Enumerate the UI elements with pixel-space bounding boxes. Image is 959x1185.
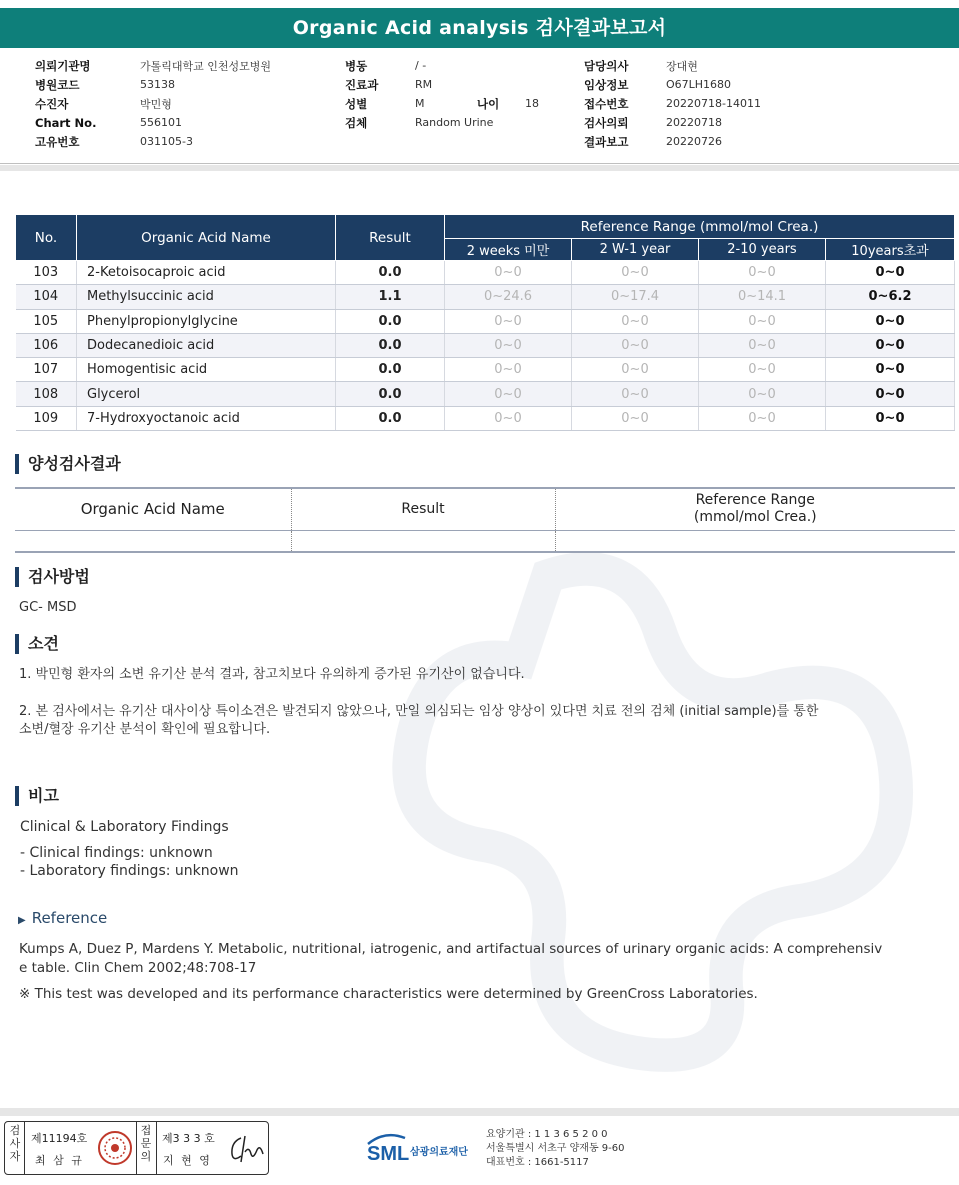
header-label: 병동 [345, 58, 368, 73]
results-table [15, 214, 955, 431]
header-label: 검체 [345, 115, 368, 130]
divider-band [0, 165, 959, 171]
cell-name: 2-Ketoisocaproic acid [77, 261, 336, 285]
inspector-vertical-label: 검 사 자 [9, 1124, 21, 1163]
cell-ref: 0~0 [572, 382, 699, 406]
col-header-sub: 2 W-1 year [572, 239, 699, 261]
pos-col-reference [555, 488, 955, 530]
cell-ref: 0~0 [445, 406, 572, 430]
pos-cell [15, 530, 291, 552]
table-row [16, 261, 955, 285]
remarks-line1: Clinical & Laboratory Findings [20, 819, 229, 835]
divider [136, 1122, 137, 1174]
cell-ref-adult: 0~0 [826, 406, 955, 430]
col-header-result: Result [336, 215, 445, 261]
header-value: O67LH1680 [666, 78, 732, 91]
triangle-icon: ▶ [18, 915, 26, 926]
remarks-line3: - Laboratory findings: unknown [20, 863, 239, 879]
findings-p2a: 2. 본 검사에서는 유기산 대사이상 특이소견은 발견되지 않았으나, 만일 의심되는 임상 양상이 있다면 치료 전의 검체 (initial sample)를 통한 [19, 704, 819, 719]
table-row [16, 406, 955, 430]
cell-ref-adult: 0~0 [826, 358, 955, 382]
cell-no: 109 [16, 406, 77, 430]
col-header-sub: 2 weeks 미만 [445, 239, 572, 261]
header-value: RM [415, 78, 433, 91]
col-header-sub: 10years초과 [826, 239, 955, 261]
cell-name: Methylsuccinic acid [77, 285, 336, 309]
pos-cell [555, 530, 955, 552]
header-value: 556101 [140, 116, 182, 129]
header-value: 20220718 [666, 116, 722, 129]
cell-ref: 0~0 [445, 261, 572, 285]
cell-name: 7-Hydroxyoctanoic acid [77, 406, 336, 430]
footer-info-1: 요양기관 : 1 1 3 6 5 2 0 0 [486, 1129, 608, 1140]
cell-ref: 0~0 [572, 309, 699, 333]
cell-ref-adult: 0~0 [826, 261, 955, 285]
pos-col-reference-line2: (mmol/mol Crea.) [693, 509, 817, 526]
cell-ref: 0~0 [699, 358, 826, 382]
header-label: 진료과 [345, 77, 379, 92]
cell-ref: 0~0 [445, 309, 572, 333]
cell-ref: 0~17.4 [572, 285, 699, 309]
logo-text: SML [367, 1143, 410, 1165]
cell-no: 103 [16, 261, 77, 285]
footer-info-2: 서울특별시 서초구 양재동 9-60 [486, 1143, 625, 1154]
header-label: 담당의사 [584, 58, 629, 73]
pos-col-reference-line1: Reference Range [695, 492, 815, 509]
cell-name: Dodecanedioic acid [77, 333, 336, 357]
header-label: Chart No. [35, 115, 97, 130]
col-header-no: No. [16, 215, 77, 261]
header-value: Random Urine [415, 116, 494, 129]
header-label: 의뢰기관명 [35, 58, 91, 73]
col-header-name: Organic Acid Name [77, 215, 336, 261]
remarks-heading: 비고 [15, 786, 59, 806]
cell-no: 104 [16, 285, 77, 309]
pos-cell [291, 530, 555, 552]
header-value: M [415, 97, 425, 110]
cell-ref: 0~0 [445, 333, 572, 357]
cell-ref-adult: 0~6.2 [826, 285, 955, 309]
cell-ref: 0~0 [699, 406, 826, 430]
header-label: 임상정보 [584, 77, 629, 92]
cell-ref: 0~0 [572, 261, 699, 285]
cell-ref: 0~14.1 [699, 285, 826, 309]
age-label: 나이 [477, 96, 500, 111]
cell-ref-adult: 0~0 [826, 382, 955, 406]
report-title: Organic Acid analysis 검사결과보고서 [0, 8, 959, 48]
header-label: 고유번호 [35, 134, 80, 149]
header-value: 031105-3 [140, 135, 193, 148]
cell-name: Phenylpropionylglycine [77, 309, 336, 333]
cell-ref: 0~0 [445, 382, 572, 406]
reference-heading [18, 909, 107, 930]
pos-empty-row [15, 530, 955, 552]
org-name: 삼광의료재단 [410, 1147, 468, 1158]
header-col-1 [35, 56, 271, 151]
header-value: 가톨릭대학교 인천성모병원 [140, 59, 272, 73]
cell-result: 0.0 [336, 406, 445, 430]
age-value: 18 [525, 97, 539, 110]
cell-ref: 0~0 [572, 406, 699, 430]
header-label: 결과보고 [584, 134, 629, 149]
findings-p1: 1. 박민형 환자의 소변 유기산 분석 결과, 참고치보다 유의하게 증가된 유기산이 없습니다. [19, 667, 525, 682]
inspector-name: 최 삼 규 [35, 1154, 84, 1167]
cell-ref-adult: 0~0 [826, 309, 955, 333]
header-col-3 [584, 56, 761, 151]
header-col-2 [345, 56, 539, 132]
cell-result: 0.0 [336, 358, 445, 382]
reference-text-1: Kumps A, Duez P, Mardens Y. Metabolic, nutritional, iatrogenic, and artifactual sources of urinary organic acids: A comprehensiv [19, 941, 883, 957]
footer-divider [0, 1108, 959, 1116]
divider [24, 1122, 25, 1174]
cell-ref: 0~0 [445, 358, 572, 382]
footer-info [486, 1128, 625, 1170]
cell-result: 0.0 [336, 261, 445, 285]
cell-ref: 0~0 [699, 261, 826, 285]
table-row [16, 382, 955, 406]
header-value: 박민형 [140, 97, 172, 111]
cell-no: 107 [16, 358, 77, 382]
header-value: 장대현 [666, 59, 698, 73]
findings-heading: 소견 [15, 634, 59, 654]
cell-name: Glycerol [77, 382, 336, 406]
cell-ref: 0~0 [699, 333, 826, 357]
col-header-reference: Reference Range (mmol/mol Crea.) [445, 215, 955, 239]
cell-ref: 0~0 [699, 309, 826, 333]
header-label: 수진자 [35, 96, 69, 111]
header-value: 20220718-14011 [666, 97, 761, 110]
cell-result: 0.0 [336, 309, 445, 333]
cell-ref: 0~24.6 [445, 285, 572, 309]
seal-stamp-icon [97, 1130, 133, 1166]
approver-vertical-label: 접 문 의 [140, 1124, 152, 1163]
header-value: 53138 [140, 78, 175, 91]
cell-ref-adult: 0~0 [826, 333, 955, 357]
reference-heading-text: Reference [31, 909, 108, 927]
cell-no: 106 [16, 333, 77, 357]
remarks-line2: - Clinical findings: unknown [20, 845, 213, 861]
header-label: 검사의뢰 [584, 115, 629, 130]
header-value: 20220726 [666, 135, 722, 148]
positive-results-table [15, 487, 955, 553]
signature-box [4, 1121, 269, 1175]
cell-no: 108 [16, 382, 77, 406]
reference-text-2: e table. Clin Chem 2002;48:708-17 [19, 960, 257, 976]
cell-result: 0.0 [336, 382, 445, 406]
pos-col-name: Organic Acid Name [15, 488, 291, 530]
cell-name: Homogentisic acid [77, 358, 336, 382]
table-row [16, 309, 955, 333]
cell-result: 0.0 [336, 333, 445, 357]
cell-result: 1.1 [336, 285, 445, 309]
sml-logo-icon [365, 1128, 480, 1170]
table-row [16, 285, 955, 309]
inspector-number: 제11194호 [31, 1132, 88, 1145]
header-label: 성별 [345, 96, 368, 111]
cell-ref: 0~0 [699, 382, 826, 406]
reference-note: ※ This test was developed and its performance characteristics were determined by GreenCross Laboratories. [19, 986, 758, 1002]
cell-ref: 0~0 [572, 358, 699, 382]
method-text: GC- MSD [19, 600, 77, 615]
table-row [16, 358, 955, 382]
footer-info-3: 대표번호 : 1661-5117 [486, 1157, 589, 1168]
signature-icon [227, 1132, 267, 1166]
table-row [16, 333, 955, 357]
header-info [0, 50, 959, 164]
findings-p2b: 소변/혈장 유기산 분석이 확인에 필요합니다. [19, 722, 271, 737]
cell-no: 105 [16, 309, 77, 333]
col-header-sub: 2-10 years [699, 239, 826, 261]
approver-number: 제3 3 3 호 [162, 1132, 215, 1145]
divider [156, 1122, 157, 1174]
pos-col-result: Result [291, 488, 555, 530]
cell-ref: 0~0 [572, 333, 699, 357]
header-label: 접수번호 [584, 96, 629, 111]
positive-results-heading: 양성검사결과 [15, 454, 121, 474]
header-value: / - [415, 59, 427, 72]
method-heading: 검사방법 [15, 567, 90, 587]
approver-name: 지 현 영 [163, 1154, 212, 1167]
header-label: 병원코드 [35, 77, 80, 92]
